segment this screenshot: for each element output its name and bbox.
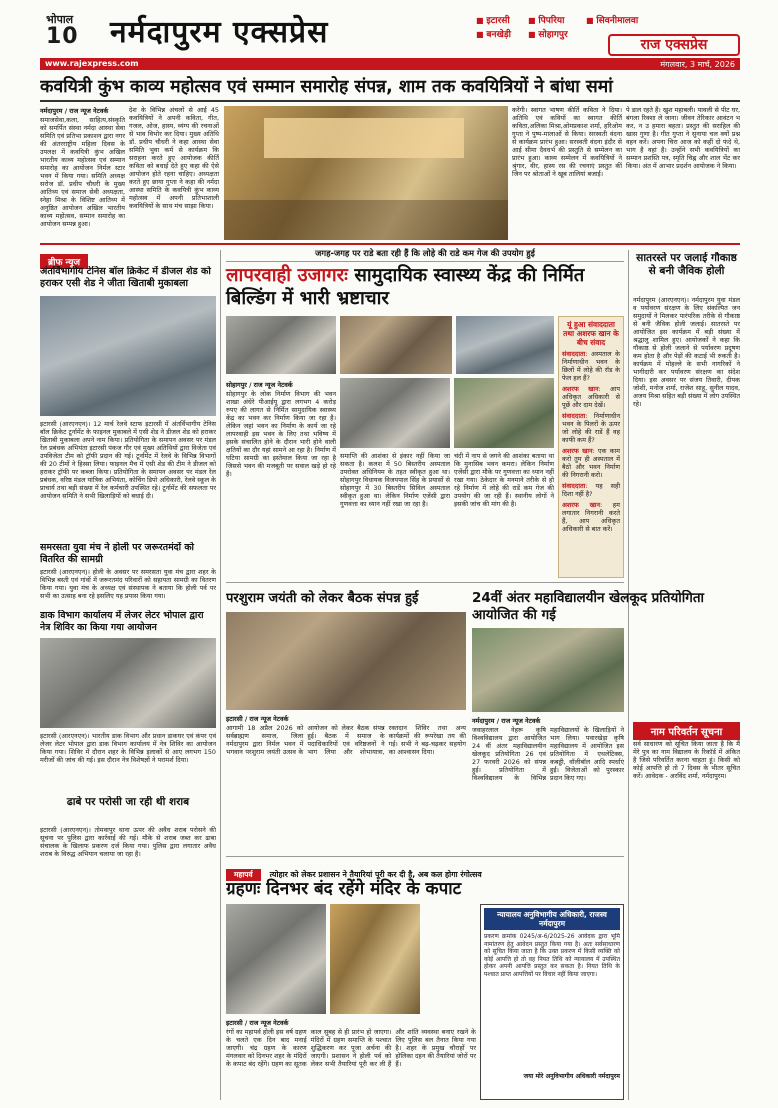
col-divider-left bbox=[220, 250, 221, 1100]
page-number: 10 bbox=[46, 24, 79, 49]
brief3-text: इटारसी (आरएनएन)। भारतीय डाक विभाग और प्रधान डाकघर एवं कंपर एवं लेजर लेटर भोपाल द्वारा डाक विभाग कार्यालय में नेत्र शिविर का आयोजन किया गया। शिविर में दौरान शहर के विभिन्न इलाकों से आए लगभग 150 मरीजों की जांच की गई। इस दौरान नेत्र विशेषज्ञों ने परामर्श दिया। bbox=[40, 732, 216, 764]
section-divider-2 bbox=[226, 582, 624, 583]
masthead-bar bbox=[40, 58, 740, 70]
lead-col-2: देश के विभिन्न अंचलों से आईं 45 कवयित्रियों ने अपनी कविता, गीत, गजल, ओज, हास्य, व्यंग्य की रचनाओं से भाव विभोर कर दिया। मुख्य अतिथि डॉ. प्रधीप चौधरी ने कहा आस्था सेवा समिति भुवा कर्म से कार्यक्रम कि सराहना करते हुए आयोजक कीर्ति कविता को बधाई देते हुए कहा की ऐसे आयोजन होते रहना चाहिए। अध्यक्षता करते हुए छाया गुप्ता ने कहा की नर्मदा आस्था समिति के कवयित्री कुंभ काव्य महोत्सव में अपनी प्रतिभाशाली कवयित्रियों के साथ मंच साझा किया। bbox=[129, 106, 219, 210]
brief2-headline[interactable]: समरसता युवा मंच ने होली पर जरूरतमंदों को वितरित की सामग्री bbox=[40, 542, 194, 565]
main-col-2: समाप्ति की आशंका से इंकार नहीं किया जा सकता है। कलश में 50 बिस्तरीय अस्पताल उपरोक्त अधिनियम के तहत स्वीकृत हुआ था। सोहागपुर विधायक विजयपाल सिंह के प्रयासों से सोहागपुर में 30 बिस्तरीय सिविल अस्पताल स्वीकृत हुआ था। लेकिन निर्माण एजेंसी द्वारा गुणवत्ता का ध्यान नहीं रखा जा रहा है। bbox=[340, 452, 450, 508]
parshuram-photo bbox=[226, 612, 466, 710]
lead-byline: नर्मदापुरम / राज न्यूज नेटवर्क bbox=[40, 107, 109, 115]
main-headline[interactable] bbox=[226, 264, 624, 310]
right-text: नर्मदापुरम (आरएनएन)। नर्मदापुरम युवा मंडल व पर्यावरण संरक्षण के लिए संकल्पित जन समुदायों ने मिलकर पारंपरिक तरीके से गौकाष्ठ से बनी जैविक होली जलाई। सातरस्ते पर आयोजित इस कार्यक्रम में बड़ी संख्या में श्रद्धालु शामिल हुए। आयोजकों ने कहा कि गौकाष्ठ से होली जलाने से पर्यावरण प्रदूषण कम होता है और पेड़ों की कटाई भी रुकती है। कार्यक्रम में मोहल्ले के सभी नागरिकों ने भागीदारी कर पर्यावरण संरक्षण का संदेश दिया। इस अवसर पर संजय तिवारी, दीपक जोशी, मनोज शर्मा, राजेश साहू, सुनील यादव, अजय मिश्रा सहित बड़ी संख्या में लोग उपस्थित रहे। bbox=[633, 296, 740, 408]
brief1-photo bbox=[40, 296, 216, 416]
grahan-kicker-row bbox=[226, 862, 624, 879]
brand-logo: राज एक्सप्रेस bbox=[608, 34, 740, 56]
sports-headline[interactable]: 24वीं अंतर महाविद्यालयीन खेलकूद प्रतियोगिता आयोजित की गई bbox=[472, 590, 705, 623]
court-notice-text: प्रकरण क्रमांक 0245/अ-6/2025-26 आवेदक द्वारा भूमि नामांतरण हेतु आवेदन प्रस्तुत किया गया है। अतः सर्वसाधारण को सूचित किया जाता है कि उक्त प्रकरण में किसी व्यक्ति को कोई आपत्ति हो तो वह नियत तिथि को न्यायालय में उपस्थित होकर अपनी आपत्ति प्रस्तुत कर सकता है। नियत तिथि के पश्चात प्राप्त आपत्तियों पर विचार नहीं किया जाएगा। bbox=[484, 933, 620, 978]
name-change-text: सर्व साधारण को सूचित किया जाता है कि मैं मेरे पुत्र का नाम विद्यालय के रिकॉर्ड में अंकित है जिसे परिवर्तित करना चाहता हूं। किसी को कोई आपत्ति हो तो 7 दिवस के भीतर सूचित करें। आवेदक - अरविंद शर्मा, नर्मदापुरम। bbox=[633, 740, 740, 780]
sports-photo bbox=[472, 628, 624, 712]
parshuram-text: आगामी 18 अप्रैल 2026 को सर्वब्राह्मण समाज, जिला नर्मदापुरम द्वारा निर्मल भवन में भगवान परशुराम जयंती उत्सव के आयोजन को लेकर बैठक संपन्न हुई। बैठक में समाज के पदाधिकारियों एवं वरिष्ठजनों ने भाग लिया और शोभायात्रा, रक्तदान शिविर तथा अन्य कार्यक्रमों की रूपरेखा तय की गई। सभी ने बढ़-चढ़कर सहयोग का आश्वासन दिया। bbox=[226, 724, 466, 756]
brief3-photo bbox=[40, 638, 216, 728]
main-photo-4 bbox=[340, 378, 450, 448]
main-photo-3 bbox=[456, 316, 554, 374]
name-change-title: नाम परिवर्तन सूचना bbox=[633, 722, 740, 740]
tag-sohagpur[interactable]: ■ सोहागपुर bbox=[528, 27, 568, 40]
main-col-1: सोहागपुर के लोक निर्माण विभाग की भवन शाखा अंधेरे पीआईयू द्वारा लगभग 4 करोड़ रुपए की लागत से निर्मित सामुदायिक स्वास्थ्य केंद्र का भवन कर निर्माण किया जा रहा है। लेकिन जहां भवन का निर्माण के कार्य जा रहे लापरवाही इस भवन के लिए तथा भविष्य में इसके संचालित होने के दौरान भारी होने वाली क्षतियों का दौर यहां सामने आ रहा है। निर्माण में घटिया सामग्री का इस्तेमाल किया जा रहा है जिससे भवन की मजबूती पर सवाल खड़े हो रहे हैं। bbox=[226, 390, 336, 478]
interview-title: यूं हुआ संवाददाता तथा अशरफ खान के बीच संवाद bbox=[563, 320, 619, 347]
qa-item: अशरफ खान: हम लगातार निगरानी करते हैं, आप अधिकृत अधिकारी से बात करें। bbox=[562, 501, 620, 533]
brief2-text: इटारसी (आरएनएन)। होली के अवसर पर समरसता युवा मंच द्वारा शहर के विभिन्न बस्ती एवं गांवों में जरूरतमंद परिवारों को सहायता सामग्री का वितरण किया गया। युवा मंच के अध्यक्ष एवं संस्थापक ने बताया कि होली पर्व पर सभी का उत्साह बना रहे इसलिए यह प्रयास किया गया। bbox=[40, 568, 216, 600]
grahan-headline[interactable]: ग्रहणः दिनभर बंद रहेंगे मंदिर के कपाट bbox=[226, 879, 462, 899]
tag-seonimalwa[interactable]: ■ सिवनीमालवा bbox=[586, 13, 638, 26]
tag-bankhedi[interactable]: ■ बनखेड़ी bbox=[476, 27, 511, 40]
main-photo-2 bbox=[340, 316, 452, 374]
brief3-headline[interactable]: डाक विभाग कार्यालय में लेजर लेटर भोपाल द्वारा नेत्र शिविर का किया गया आयोजन bbox=[40, 610, 204, 633]
lead-rule bbox=[40, 100, 740, 102]
brief1-text: इटारसी (आरएनएन)। 12 मार्च रेलवे स्टाफ इटारसी में अंतर्विभागीय टेनिस बॉल क्रिकेट टूर्नामेंट के फाइनल मुकाबले में एसी शेड ने डीजल शेड को हराकर खिताबी मुकाबला अपने नाम किया। प्रतियोगिता के समापन अवसर पर मंडल रेल प्रबंधक अभियंता इटारसी पंकज गौर एवं मुख्य अतिथियों द्वारा विजेता एवं उपविजेता टीम को ट्रॉफी प्रदान की गई। टूर्नामेंट में रेलवे के विभिन्न विभागों की 20 टीमों ने हिस्सा लिया। फाइनल मैच में एसी शेड की टीम ने डीजल को हराकर ट्रॉफी पर कब्जा किया। प्रतियोगिता के समापन अवसर पर मंडल रेल प्रबंधक, वरिष्ठ मंडल यांत्रिक अभियंता, कोचिंग डिपो अधिकारी, रेलवे स्कूल के प्राचार्य तथा बड़ी संख्या में रेल कर्मचारी उपस्थित रहे। टूर्नामेंट की सफलता पर आयोजन समिति ने सभी खिलाड़ियों को बधाई दी। bbox=[40, 420, 216, 500]
interview-box bbox=[558, 316, 624, 578]
tag-itarsi[interactable]: ■ इटारसी bbox=[476, 13, 510, 26]
sports-byline: नर्मदापुरम / राज न्यूज नेटवर्क bbox=[472, 717, 541, 725]
tag-pipariya[interactable]: ■ पिपरिया bbox=[528, 13, 564, 26]
grahan-photo-1 bbox=[226, 904, 326, 1014]
court-notice-title: न्यायालय अनुविभागीय अधिकारी, राजस्व नर्मदापुरम bbox=[484, 908, 620, 930]
lead-headline[interactable]: कवयित्री कुंभ काव्य महोत्सव एवं सम्मान समारोह संपन्न, शाम तक कवयित्रियों ने बांधा समां bbox=[40, 77, 613, 97]
grahan-photo-2 bbox=[330, 904, 420, 1014]
grahan-kicker: त्योहार को लेकर प्रशासन ने तैयारियां पूरी कर दी है, अब कल होगा रंगोत्सव bbox=[269, 870, 482, 879]
grahan-byline: इटारसी / राज न्यूज नेटवर्क bbox=[226, 1019, 289, 1027]
newspaper-title: नर्मदापुरम एक्सप्रेस bbox=[110, 15, 329, 50]
qa-item: संवाददाता: अस्पताल के निर्माणाधीन भवन के छिलों में लोहे की रॉड के फेल हल हैं? bbox=[562, 350, 620, 382]
qa-item: अशरफ खान: एक काम करो तुम ही अस्पताल में बैठो और भवन निर्माण की निगरानी करो। bbox=[562, 447, 620, 479]
issue-date: मंगलवार, 3 मार्च, 2026 bbox=[660, 60, 735, 69]
brief-news-label: ब्रीफ न्यूज bbox=[40, 254, 88, 269]
main-photo-5 bbox=[454, 378, 554, 448]
website-url[interactable]: www.rajexpress.com bbox=[45, 59, 139, 68]
sports-text: जवाहरलाल नेहरू कृषि विश्वविद्यालय द्वारा आयोजित 24 वीं अंतर महाविद्यालयीन खेलकूद प्रतियोगिता 26 एवं 27 फरवरी 2026 को संपन्न हुई। प्रतियोगिता में विश्वविद्यालय के विभिन्न महाविद्यालयों के खिलाड़ियों ने भाग लिया। पवारखेड़ा कृषि महाविद्यालय में आयोजित इस प्रतियोगिता में एथलेटिक्स, कबड्डी, वॉलीबॉल आदि स्पर्धाएं हुईं। विजेताओं को पुरस्कार प्रदान किए गए। bbox=[472, 726, 624, 782]
qa-item: संवाददाता: निर्माणाधीन भवन के पिलरों के ऊपर जो लोहे की राडें हैं वह काफी कम हैं? bbox=[562, 412, 620, 444]
lead-col-1: समाजसेवा,कला, साहित्य,संस्कृति को समर्पित संस्था नर्मदा आस्था सेवा समिति एवं प्रतिभा प्रकाशन द्वारा नगर की अंतरराष्ट्रीय महिला दिवस के उपलक्ष में कवयित्री कुंभ अखिल भारतीय काव्य महोत्सव एवं सम्मान समारोह का आयोजन निर्मल स्टार भवन में किया गया। समिति अध्यक्ष सरोज डॉ. प्रधीप चौधरी के मुख्य आतिथ्य एवं समाज सेवी अध्यक्षता, स्नेहा मिश्रा के विशिष्ट आतिथ्य में अनुष्ठित आयोजन अखिल भारतीय काव्य महोत्सव, सम्मान समारोह का आयोजन सम्पन्न हुआ। bbox=[40, 116, 125, 228]
col-divider-right bbox=[628, 250, 629, 1100]
parshuram-headline[interactable]: परशुराम जयंती को लेकर बैठक संपन्न हुई bbox=[226, 591, 419, 606]
main-kicker: जगह-जगह पर राडे बता रही हैं कि लोहे की राडे कम गेज की उपयोग हुई bbox=[226, 248, 624, 262]
main-photo-1 bbox=[226, 316, 336, 374]
brief1-headline[interactable]: अंतर्विभागीय टेनिस बॉल क्रिकेट में डीजल शेड को हराकर एसी शेड ने जीता खिताबी मुकाबला bbox=[40, 266, 211, 289]
masthead-city: भोपाल bbox=[46, 13, 74, 26]
lead-col-3: करेंगी। स्वागत भाषण कीर्ति कविता ने दिया। अतिथि एवं कवियों का स्वागत कीर्ति कविता,अलिका मिश्रा,ओमप्रकाश शर्मा, हरिओम गुप्ता ने पुष्प-मालाओं से किया। सरस्वती वंदना से कार्यक्रम प्रारंभ हुआ। सरस्वती वंदना इंदौर से आई सीमा दैवधर्भ की प्रस्तुति से सम्मेलन का प्रारंभ हुआ। काव्य सम्मेलन में कवयित्रियों ने श्रृंगार, वीर, हास्य रस की रचनाएं प्रस्तुत कीं जिन पर श्रोताओं ने खूब तालियां बजाईं। bbox=[512, 106, 622, 178]
grahan-text: रंगों का महापर्व होली इस वर्ष ग्रहण के चलते एक दिन बाद मनाई जाएगी। चंद्र ग्रहण के कारण मंगलवार को दिनभर शहर के मंदिरों के कपाट बंद रहेंगे। ग्रहण का सूतक काल सुबह से ही प्रारंभ हो जाएगा। मंदिरों में ग्रहण समाप्ति के पश्चात शुद्धिकरण कर पूजा अर्चना की जाएगी। प्रशासन ने होली पर्व को लेकर सभी तैयारियां पूरी कर ली हैं और शांति व्यवस्था बनाए रखने के लिए पुलिस बल तैनात किया गया है। शहर के प्रमुख चौराहों पर होलिका दहन की तैयारियां जोरों पर हैं। bbox=[226, 1028, 476, 1068]
main-headline-rest: सामुदायिक स्वास्थ्य केंद्र की निर्मित बिल्डिंग में भारी भ्रष्टाचार bbox=[226, 265, 585, 309]
main-col-3: चंदी में नाप से जगने की आशंका बताया था कि मुनासिब भवन कमरा। लेकिन निर्माण एजेंसी द्वारा मौके पर गुणवत्ता का ध्यान नहीं रखा गया। ठेकेदार के मनमाने तरीके से हो रहे निर्माण में लोहे की राडें कम गेज की उपयोग की जा रही हैं। स्थानीय लोगों ने इसकी जांच की मांग की है। bbox=[454, 452, 554, 508]
lead-photo bbox=[224, 106, 508, 240]
qa-item: संवाददाता: यह सही दिशा नहीं है? bbox=[562, 482, 620, 498]
brief4-headline[interactable]: ढाबे पर परोसी जा रही थी शराब bbox=[66, 796, 190, 808]
court-notice bbox=[480, 904, 624, 1100]
qa-item: अशरफ खान: आप अधिकृत अधिकारी से पूछें और दाम देखें। bbox=[562, 385, 620, 409]
grahan-section-tag: महापर्व bbox=[226, 869, 261, 881]
main-byline: सोहागपुर / राज न्यूज नेटवर्क bbox=[226, 381, 293, 389]
brief4-text: इटारसी (आरएनएन)। तोमवापुर थाना ऊपर की अवैध शराब परोसने की सूचना पर पुलिस द्वारा कार्रवाई की गई। मौके से शराब जब्त कर ढाबा संचालक के खिलाफ प्रकरण दर्ज किया गया। पुलिस द्वारा लगातार अवैध शराब के विरुद्ध अभियान चलाया जा रहा है। bbox=[40, 826, 216, 858]
right-headline[interactable]: सातरस्ते पर जलाई गौकाष्ठ से बनी जैविक होली bbox=[636, 252, 737, 277]
court-notice-signature: जया मोरे अनुविभागीय अधिकारी नर्मदापुरम bbox=[523, 1073, 620, 1080]
section-divider bbox=[40, 243, 740, 245]
main-headline-red: लापरवाही उजागरः bbox=[226, 265, 348, 286]
section-divider-3 bbox=[226, 856, 624, 857]
lead-col-4: पे डाल रहते हैं। खुश महाबली। पावली से पीट घर, बंगला रिक्शा ले जाना। जीवन तेरिकार आवंटन भ कर, न उ हमारा बहता। प्रस्तुत की सराहिल की खास गुणा है। गीत गुप्ता ने सुनाया चल क्यों प्रश्न वहन करें। अपना चिरा आज को कहीं दो फंदे थे, भाग है वहां है। उन्होंने सभी कवयित्रियों का सम्मान प्रशस्ति पत्र, स्मृति चिह्न और शाल भेंट कर किया। अंत में आभार प्रदर्शन आयोजक ने किया। bbox=[626, 106, 740, 170]
parshuram-byline: इटारसी / राज न्यूज नेटवर्क bbox=[226, 715, 289, 723]
